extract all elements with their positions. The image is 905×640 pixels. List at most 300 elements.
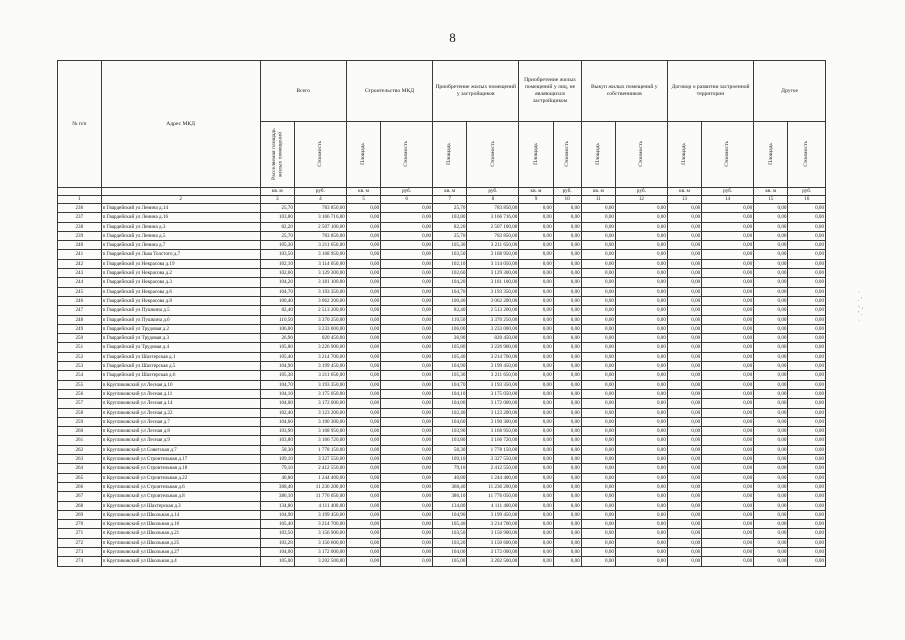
area-cell: 0,00 bbox=[519, 427, 553, 436]
cost-cell: 0,00 bbox=[615, 501, 667, 510]
area-cell: 102,60 bbox=[433, 269, 467, 278]
cost-cell: 3 211 650,00 bbox=[467, 241, 519, 250]
cost-cell: 0,00 bbox=[553, 529, 581, 538]
area-cell: 0,00 bbox=[581, 501, 615, 510]
area-cell: 102,40 bbox=[260, 408, 294, 417]
cost-cell: 3 193 350,00 bbox=[467, 287, 519, 296]
area-cell: 368,40 bbox=[433, 482, 467, 491]
row-address: п Кругликовский ул Лесная д.10 bbox=[101, 380, 260, 389]
table-row bbox=[58, 241, 826, 250]
area-cell: 0,00 bbox=[754, 204, 788, 213]
cost-cell: 0,00 bbox=[702, 473, 754, 482]
cost-cell: 3 168 950,00 bbox=[467, 250, 519, 259]
row-number: 251 bbox=[58, 343, 102, 352]
cost-cell: 0,00 bbox=[788, 399, 826, 408]
cost-cell: 0,00 bbox=[381, 473, 433, 482]
cost-cell: 0,00 bbox=[615, 296, 667, 305]
cost-cell: 3 129 300,00 bbox=[467, 269, 519, 278]
subheader-total-area: Расселяемая площадь жилых помещений bbox=[260, 122, 294, 188]
area-cell: 0,00 bbox=[667, 241, 701, 250]
area-cell: 40,80 bbox=[433, 473, 467, 482]
cost-cell: 1 244 400,00 bbox=[294, 473, 346, 482]
area-cell: 0,00 bbox=[519, 250, 553, 259]
subheader-area: Площадь bbox=[581, 122, 615, 188]
area-cell: 0,00 bbox=[581, 399, 615, 408]
area-cell: 0,00 bbox=[667, 287, 701, 296]
area-cell: 102,60 bbox=[260, 269, 294, 278]
cost-cell: 0,00 bbox=[615, 231, 667, 240]
area-cell: 104,10 bbox=[433, 389, 467, 398]
cost-cell: 0,00 bbox=[788, 241, 826, 250]
cost-cell: 0,00 bbox=[553, 259, 581, 268]
column-number: 4 bbox=[294, 196, 346, 204]
cost-cell: 0,00 bbox=[553, 436, 581, 445]
area-cell: 0,00 bbox=[519, 287, 553, 296]
area-cell: 0,00 bbox=[754, 241, 788, 250]
area-cell: 0,00 bbox=[754, 315, 788, 324]
area-cell: 0,00 bbox=[581, 371, 615, 380]
area-cell: 0,00 bbox=[754, 436, 788, 445]
area-cell: 0,00 bbox=[519, 371, 553, 380]
unit-cell: руб. bbox=[553, 188, 581, 196]
unit-cell: руб. bbox=[467, 188, 519, 196]
subheader-area: Площадь bbox=[754, 122, 788, 188]
row-number: 248 bbox=[58, 315, 102, 324]
area-cell: 104,00 bbox=[260, 399, 294, 408]
row-address: п Гвардейский ул Некрасова д.6 bbox=[101, 287, 260, 296]
table-row bbox=[58, 222, 826, 231]
row-number: 260 bbox=[58, 427, 102, 436]
area-cell: 0,00 bbox=[667, 492, 701, 501]
area-cell: 0,00 bbox=[346, 473, 380, 482]
header-purchase-developers: Приобретение жилых помещений у застройщиков bbox=[433, 61, 519, 122]
row-address: п Гвардейский ул Ленина д.5 bbox=[101, 231, 260, 240]
cost-cell: 783 850,00 bbox=[467, 231, 519, 240]
area-cell: 0,00 bbox=[581, 269, 615, 278]
area-cell: 0,00 bbox=[519, 380, 553, 389]
area-cell: 0,00 bbox=[346, 250, 380, 259]
area-cell: 0,00 bbox=[519, 547, 553, 556]
row-number: 259 bbox=[58, 417, 102, 426]
cost-cell: 3 190 300,00 bbox=[294, 417, 346, 426]
cost-cell: 11 236 200,00 bbox=[294, 482, 346, 491]
unit-cell: кв. м bbox=[519, 188, 553, 196]
cost-cell: 0,00 bbox=[788, 520, 826, 529]
cost-cell: 0,00 bbox=[553, 241, 581, 250]
area-cell: 0,00 bbox=[754, 259, 788, 268]
table-row bbox=[58, 287, 826, 296]
area-cell: 105,40 bbox=[433, 352, 467, 361]
cost-cell: 0,00 bbox=[702, 445, 754, 454]
area-cell: 0,00 bbox=[667, 510, 701, 519]
area-cell: 0,00 bbox=[346, 269, 380, 278]
cost-cell: 0,00 bbox=[553, 315, 581, 324]
row-number: 256 bbox=[58, 389, 102, 398]
cost-cell: 0,00 bbox=[702, 250, 754, 259]
cost-cell: 0,00 bbox=[702, 501, 754, 510]
header-total: Всего bbox=[260, 61, 346, 122]
margin-mark: · bbox=[858, 318, 860, 324]
area-cell: 0,00 bbox=[519, 492, 553, 501]
area-cell: 0,00 bbox=[581, 296, 615, 305]
area-cell: 0,00 bbox=[754, 408, 788, 417]
cost-cell: 0,00 bbox=[788, 315, 826, 324]
area-cell: 0,00 bbox=[581, 213, 615, 222]
cost-cell: 0,00 bbox=[553, 547, 581, 556]
area-cell: 0,00 bbox=[667, 547, 701, 556]
cost-cell: 0,00 bbox=[702, 529, 754, 538]
cost-cell: 0,00 bbox=[381, 427, 433, 436]
cost-cell: 0,00 bbox=[788, 417, 826, 426]
area-cell: 0,00 bbox=[754, 464, 788, 473]
cost-cell: 0,00 bbox=[702, 547, 754, 556]
area-cell: 79,10 bbox=[433, 464, 467, 473]
area-cell: 103,50 bbox=[260, 250, 294, 259]
cost-cell: 1 778 150,00 bbox=[294, 445, 346, 454]
cost-cell: 0,00 bbox=[553, 455, 581, 464]
unit-cell: кв. м bbox=[581, 188, 615, 196]
cost-cell: 0,00 bbox=[381, 362, 433, 371]
area-cell: 0,00 bbox=[667, 389, 701, 398]
area-cell: 0,00 bbox=[346, 399, 380, 408]
area-cell: 26,90 bbox=[433, 334, 467, 343]
table-row bbox=[58, 259, 826, 268]
cost-cell: 0,00 bbox=[788, 389, 826, 398]
area-cell: 0,00 bbox=[519, 296, 553, 305]
row-number: 268 bbox=[58, 501, 102, 510]
cost-cell: 0,00 bbox=[702, 324, 754, 333]
area-cell: 0,00 bbox=[519, 529, 553, 538]
cost-cell: 0,00 bbox=[381, 501, 433, 510]
cost-cell: 0,00 bbox=[615, 482, 667, 491]
unit-cell: руб. bbox=[294, 188, 346, 196]
cost-cell: 11 776 050,00 bbox=[467, 492, 519, 501]
cost-cell: 0,00 bbox=[615, 455, 667, 464]
area-cell: 25,70 bbox=[260, 231, 294, 240]
area-cell: 0,00 bbox=[667, 362, 701, 371]
area-cell: 0,00 bbox=[581, 482, 615, 491]
cost-cell: 3 168 950,00 bbox=[467, 427, 519, 436]
subheader-area: Площадь bbox=[346, 122, 380, 188]
table-row bbox=[58, 473, 826, 482]
row-number: 261 bbox=[58, 436, 102, 445]
table-row bbox=[58, 547, 826, 556]
row-address: п Гвардейский ул Некрасова д.3 bbox=[101, 278, 260, 287]
area-cell: 0,00 bbox=[519, 324, 553, 333]
row-address: п Кругликовский ул Лесная д.22 bbox=[101, 408, 260, 417]
area-cell: 0,00 bbox=[667, 427, 701, 436]
area-cell: 106,00 bbox=[260, 324, 294, 333]
unit-cell: кв. м bbox=[346, 188, 380, 196]
cost-cell: 0,00 bbox=[702, 287, 754, 296]
area-cell: 102,10 bbox=[260, 259, 294, 268]
area-cell: 105,30 bbox=[433, 241, 467, 250]
area-cell: 0,00 bbox=[346, 231, 380, 240]
row-address: п Гвардейский ул Некрасова д.19 bbox=[101, 259, 260, 268]
row-number: 255 bbox=[58, 380, 102, 389]
column-number: 16 bbox=[788, 196, 826, 204]
area-cell: 0,00 bbox=[667, 445, 701, 454]
cost-cell: 0,00 bbox=[553, 408, 581, 417]
cost-cell: 0,00 bbox=[615, 343, 667, 352]
area-cell: 0,00 bbox=[754, 529, 788, 538]
cost-cell: 0,00 bbox=[615, 547, 667, 556]
area-cell: 0,00 bbox=[581, 278, 615, 287]
cost-cell: 783 850,00 bbox=[294, 204, 346, 213]
area-cell: 26,90 bbox=[260, 334, 294, 343]
area-cell: 134,80 bbox=[433, 501, 467, 510]
column-number: 2 bbox=[101, 196, 260, 204]
area-cell: 0,00 bbox=[346, 222, 380, 231]
area-cell: 0,00 bbox=[581, 334, 615, 343]
column-number: 13 bbox=[667, 196, 701, 204]
cost-cell: 0,00 bbox=[702, 455, 754, 464]
cost-cell: 0,00 bbox=[702, 371, 754, 380]
area-cell: 58,30 bbox=[433, 445, 467, 454]
cost-cell: 0,00 bbox=[381, 259, 433, 268]
row-address: п Гвардейский ул Пушкина д.5 bbox=[101, 306, 260, 315]
row-number: 241 bbox=[58, 250, 102, 259]
area-cell: 0,00 bbox=[754, 445, 788, 454]
area-cell: 0,00 bbox=[581, 492, 615, 501]
cost-cell: 3 211 650,00 bbox=[294, 241, 346, 250]
row-number: 238 bbox=[58, 222, 102, 231]
area-cell: 0,00 bbox=[346, 427, 380, 436]
area-cell: 0,00 bbox=[581, 427, 615, 436]
area-cell: 0,00 bbox=[667, 259, 701, 268]
cost-cell: 0,00 bbox=[553, 296, 581, 305]
cost-cell: 0,00 bbox=[702, 296, 754, 305]
area-cell: 103,50 bbox=[433, 529, 467, 538]
cost-cell: 0,00 bbox=[381, 482, 433, 491]
cost-cell: 0,00 bbox=[615, 445, 667, 454]
cost-cell: 0,00 bbox=[702, 362, 754, 371]
margin-mark: - , bbox=[858, 304, 863, 310]
area-cell: 0,00 bbox=[519, 389, 553, 398]
cost-cell: 3 233 000,00 bbox=[294, 324, 346, 333]
cost-cell: 0,00 bbox=[788, 204, 826, 213]
cost-cell: 0,00 bbox=[615, 222, 667, 231]
cost-cell: 3 214 700,00 bbox=[294, 520, 346, 529]
cost-cell: 0,00 bbox=[702, 399, 754, 408]
cost-cell: 0,00 bbox=[553, 371, 581, 380]
cost-cell: 0,00 bbox=[788, 296, 826, 305]
unit-cell: руб. bbox=[381, 188, 433, 196]
area-cell: 104,70 bbox=[260, 287, 294, 296]
cost-cell: 3 214 700,00 bbox=[467, 352, 519, 361]
area-cell: 0,00 bbox=[754, 380, 788, 389]
area-cell: 0,00 bbox=[346, 296, 380, 305]
area-cell: 0,00 bbox=[754, 520, 788, 529]
margin-mark: ' . bbox=[858, 311, 863, 317]
cost-cell: 3 193 350,00 bbox=[294, 380, 346, 389]
row-address: п Гвардейский ул Ленина д.16 bbox=[101, 213, 260, 222]
cost-cell: 0,00 bbox=[553, 473, 581, 482]
cost-cell: 3 168 950,00 bbox=[294, 250, 346, 259]
cost-cell: 0,00 bbox=[788, 557, 826, 566]
cost-cell: 0,00 bbox=[381, 222, 433, 231]
cost-cell: 0,00 bbox=[381, 464, 433, 473]
area-cell: 0,00 bbox=[754, 557, 788, 566]
area-cell: 0,00 bbox=[346, 501, 380, 510]
units-row bbox=[58, 188, 826, 196]
cost-cell: 11 776 050,00 bbox=[294, 492, 346, 501]
area-cell: 0,00 bbox=[581, 473, 615, 482]
area-cell: 0,00 bbox=[581, 315, 615, 324]
area-cell: 104,90 bbox=[433, 510, 467, 519]
header-territory-agreement: Договор о развитии застроенной территории bbox=[667, 61, 753, 122]
area-cell: 0,00 bbox=[519, 464, 553, 473]
cost-cell: 0,00 bbox=[553, 445, 581, 454]
table-row bbox=[58, 278, 826, 287]
cost-cell: 0,00 bbox=[615, 306, 667, 315]
cost-cell: 0,00 bbox=[702, 492, 754, 501]
area-cell: 0,00 bbox=[754, 287, 788, 296]
cost-cell: 0,00 bbox=[381, 334, 433, 343]
area-cell: 0,00 bbox=[581, 389, 615, 398]
column-number: 11 bbox=[581, 196, 615, 204]
row-address: п Гвардейский ул Пушкина д.6 bbox=[101, 315, 260, 324]
area-cell: 0,00 bbox=[346, 538, 380, 547]
row-address: п Кругликовский ул Строительная д.8 bbox=[101, 492, 260, 501]
cost-cell: 0,00 bbox=[615, 473, 667, 482]
area-cell: 106,00 bbox=[433, 324, 467, 333]
header-group-row bbox=[58, 61, 826, 122]
table-row bbox=[58, 445, 826, 454]
subheader-cost: Стоимость bbox=[553, 122, 581, 188]
area-cell: 104,10 bbox=[260, 389, 294, 398]
area-cell: 0,00 bbox=[346, 547, 380, 556]
area-cell: 0,00 bbox=[667, 473, 701, 482]
area-cell: 0,00 bbox=[754, 222, 788, 231]
area-cell: 0,00 bbox=[754, 278, 788, 287]
column-numbers-row bbox=[58, 196, 826, 204]
cost-cell: 0,00 bbox=[381, 315, 433, 324]
area-cell: 0,00 bbox=[754, 473, 788, 482]
cost-cell: 0,00 bbox=[788, 334, 826, 343]
cost-cell: 2 513 200,00 bbox=[294, 306, 346, 315]
cost-cell: 0,00 bbox=[553, 204, 581, 213]
cost-cell: 0,00 bbox=[381, 455, 433, 464]
table-row bbox=[58, 371, 826, 380]
area-cell: 82,20 bbox=[433, 222, 467, 231]
area-cell: 0,00 bbox=[346, 445, 380, 454]
area-cell: 105,80 bbox=[260, 343, 294, 352]
row-number: 249 bbox=[58, 324, 102, 333]
area-cell: 0,00 bbox=[346, 464, 380, 473]
unit-cell: кв. м bbox=[433, 188, 467, 196]
cost-cell: 0,00 bbox=[553, 399, 581, 408]
area-cell: 0,00 bbox=[667, 324, 701, 333]
cost-cell: 0,00 bbox=[702, 417, 754, 426]
cost-cell: 3 166 716,00 bbox=[467, 213, 519, 222]
area-cell: 0,00 bbox=[581, 306, 615, 315]
area-cell: 103,20 bbox=[260, 538, 294, 547]
area-cell: 0,00 bbox=[519, 436, 553, 445]
area-cell: 0,00 bbox=[667, 296, 701, 305]
area-cell: 0,00 bbox=[346, 213, 380, 222]
cost-cell: 0,00 bbox=[381, 306, 433, 315]
row-address: п Кругликовский ул Шахтерская д.3 bbox=[101, 501, 260, 510]
cost-cell: 0,00 bbox=[615, 510, 667, 519]
cost-cell: 3 175 050,00 bbox=[294, 389, 346, 398]
cost-cell: 0,00 bbox=[615, 557, 667, 566]
row-address: п Кругликовский ул Школьная д.4 bbox=[101, 557, 260, 566]
area-cell: 0,00 bbox=[667, 417, 701, 426]
cost-cell: 0,00 bbox=[702, 427, 754, 436]
row-number: 237 bbox=[58, 213, 102, 222]
area-cell: 25,70 bbox=[260, 204, 294, 213]
area-cell: 109,10 bbox=[433, 455, 467, 464]
margin-mark: . ' bbox=[858, 297, 863, 303]
area-cell: 104,90 bbox=[433, 362, 467, 371]
row-number: 247 bbox=[58, 306, 102, 315]
area-cell: 0,00 bbox=[754, 334, 788, 343]
area-cell: 0,00 bbox=[581, 417, 615, 426]
area-cell: 0,00 bbox=[346, 557, 380, 566]
area-cell: 0,00 bbox=[581, 464, 615, 473]
area-cell: 0,00 bbox=[519, 362, 553, 371]
area-cell: 104,20 bbox=[433, 278, 467, 287]
area-cell: 0,00 bbox=[346, 371, 380, 380]
area-cell: 0,00 bbox=[754, 427, 788, 436]
cost-cell: 3 150 600,00 bbox=[467, 538, 519, 547]
row-number: 253 bbox=[58, 362, 102, 371]
cost-cell: 0,00 bbox=[381, 445, 433, 454]
area-cell: 0,00 bbox=[346, 408, 380, 417]
area-cell: 0,00 bbox=[581, 538, 615, 547]
row-number: 272 bbox=[58, 538, 102, 547]
cost-cell: 0,00 bbox=[553, 306, 581, 315]
area-cell: 0,00 bbox=[519, 204, 553, 213]
cost-cell: 3 123 200,00 bbox=[294, 408, 346, 417]
row-address: п Кругликовский ул Строительная д.17 bbox=[101, 455, 260, 464]
area-cell: 103,50 bbox=[260, 529, 294, 538]
cost-cell: 0,00 bbox=[788, 250, 826, 259]
area-cell: 0,00 bbox=[346, 352, 380, 361]
cost-cell: 0,00 bbox=[615, 259, 667, 268]
cost-cell: 0,00 bbox=[788, 287, 826, 296]
row-address: п Гвардейский ул Трудовая д.2 bbox=[101, 324, 260, 333]
column-number: 6 bbox=[381, 196, 433, 204]
table-row bbox=[58, 296, 826, 305]
cost-cell: 783 850,00 bbox=[294, 231, 346, 240]
cost-cell: 0,00 bbox=[788, 222, 826, 231]
row-address: п Кругликовский ул Строительная д.22 bbox=[101, 473, 260, 482]
cost-cell: 0,00 bbox=[615, 371, 667, 380]
area-cell: 0,00 bbox=[581, 352, 615, 361]
cost-cell: 0,00 bbox=[702, 520, 754, 529]
row-number: 263 bbox=[58, 455, 102, 464]
area-cell: 103,80 bbox=[260, 436, 294, 445]
area-cell: 104,90 bbox=[260, 362, 294, 371]
area-cell: 0,00 bbox=[346, 455, 380, 464]
row-address: п Гвардейский ул Шахтерская д.1 bbox=[101, 352, 260, 361]
cost-cell: 0,00 bbox=[553, 287, 581, 296]
resettlement-table bbox=[57, 60, 826, 567]
cost-cell: 0,00 bbox=[615, 241, 667, 250]
cost-cell: 0,00 bbox=[553, 250, 581, 259]
cost-cell: 0,00 bbox=[788, 473, 826, 482]
cost-cell: 3 193 350,00 bbox=[294, 287, 346, 296]
cost-cell: 0,00 bbox=[553, 343, 581, 352]
row-address: п Гвардейский ул Трудовая д.3 bbox=[101, 334, 260, 343]
area-cell: 109,10 bbox=[260, 455, 294, 464]
header-buyout: Выкуп жилых помещений у собственников bbox=[581, 61, 667, 122]
area-cell: 110,50 bbox=[433, 315, 467, 324]
table-row bbox=[58, 250, 826, 259]
cost-cell: 0,00 bbox=[788, 362, 826, 371]
